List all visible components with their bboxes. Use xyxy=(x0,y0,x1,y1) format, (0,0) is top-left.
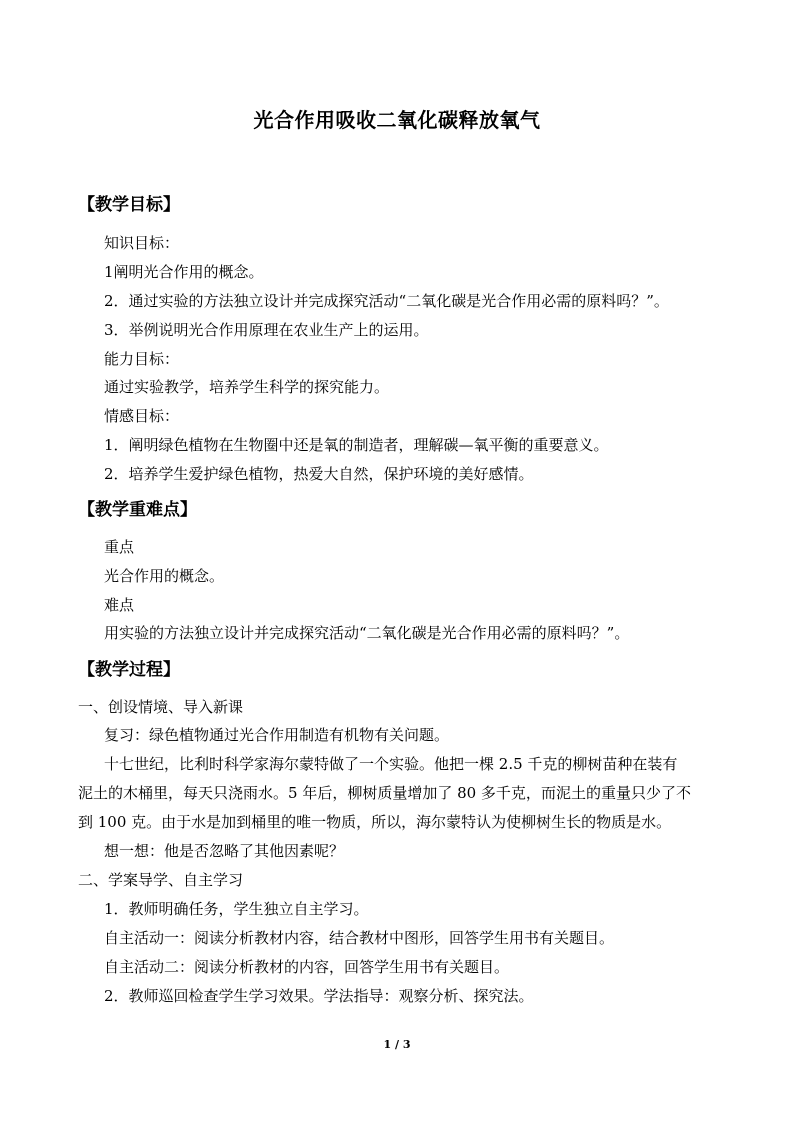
story-line-3: 到 100 克。由于水是加到桶里的唯一物质，所以，海尔蒙特认为使柳树生长的物质是水。 xyxy=(78,813,672,831)
process-step-2: 2．教师巡回检查学生学习效果。学法指导：观察分析、探究法。 xyxy=(104,987,534,1005)
emotion-item-2: 2．培养学生爱护绿色植物，热爱大自然，保护环境的美好感情。 xyxy=(104,465,534,483)
self-activity-2: 自主活动二：阅读分析教材的内容，回答学生用书有关题目。 xyxy=(104,958,510,976)
difficult-point-text: 用实验的方法独立设计并完成探究活动“二氧化碳是光合作用必需的原料吗？”。 xyxy=(104,624,630,642)
page-number: 1 / 3 xyxy=(383,1038,411,1051)
story-line-2: 泥土的木桶里，每天只浇雨水。5 年后，柳树质量增加了 80 多千克，而泥土的重量只少了不 xyxy=(78,784,691,802)
ability-goal-label: 能力目标： xyxy=(104,350,180,368)
knowledge-item-3: 3．举例说明光合作用原理在农业生产上的运用。 xyxy=(104,321,429,339)
review-text: 复习：绿色植物通过光合作用制造有机物有关问题。 xyxy=(104,726,450,744)
knowledge-item-2: 2．通过实验的方法独立设计并完成探究活动“二氧化碳是光合作用必需的原料吗？”。 xyxy=(104,292,669,310)
key-point-label: 重点 xyxy=(104,538,135,556)
section-heading-key-points: 【教学重难点】 xyxy=(78,500,197,520)
section-heading-objectives: 【教学目标】 xyxy=(78,195,180,215)
ability-goal-text: 通过实验教学，培养学生科学的探究能力。 xyxy=(104,378,390,396)
difficult-point-label: 难点 xyxy=(104,596,135,614)
key-point-text: 光合作用的概念。 xyxy=(104,567,225,585)
process-step-1: 1．教师明确任务，学生独立自主学习。 xyxy=(104,900,369,918)
document-title: 光合作用吸收二氧化碳释放氧气 xyxy=(253,108,541,132)
process-part-1-title: 一、创设情境、导入新课 xyxy=(78,698,244,716)
emotion-goal-label: 情感目标： xyxy=(104,407,180,425)
emotion-item-1: 1．阐明绿色植物在生物圈中还是氧的制造者，理解碳—氧平衡的重要意义。 xyxy=(104,436,609,454)
knowledge-item-1: 1阐明光合作用的概念。 xyxy=(104,263,264,281)
section-heading-process: 【教学过程】 xyxy=(78,660,180,680)
story-line-1: 十七世纪，比利时科学家海尔蒙特做了一个实验。他把一棵 2.5 千克的柳树苗种在装有 xyxy=(104,755,678,773)
self-activity-1: 自主活动一：阅读分析教材内容，结合教材中图形，回答学生用书有关题目。 xyxy=(104,929,615,947)
knowledge-goal-label: 知识目标： xyxy=(104,234,180,252)
think-question: 想一想：他是否忽略了其他因素呢？ xyxy=(104,842,345,860)
process-part-2-title: 二、学案导学、自主学习 xyxy=(78,871,244,889)
